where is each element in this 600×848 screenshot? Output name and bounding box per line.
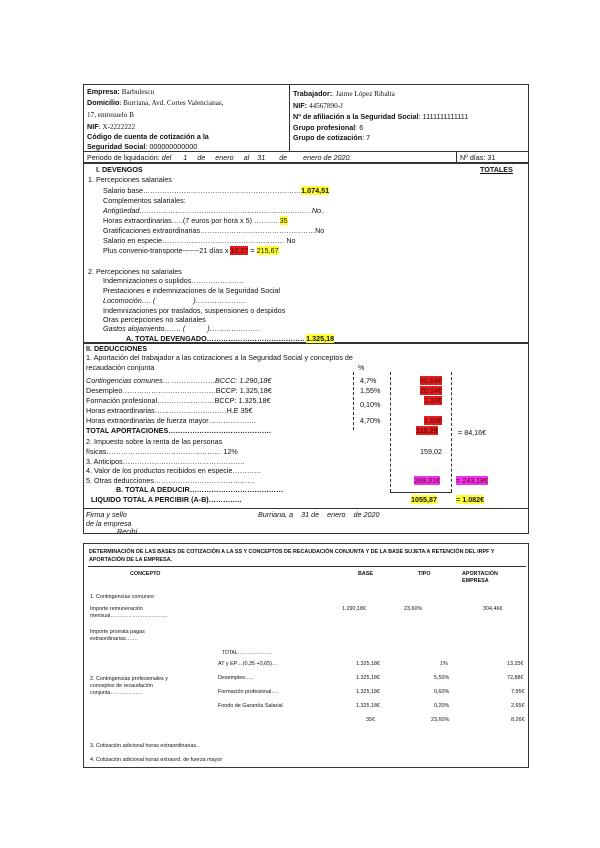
col-empresa: EMPRESA <box>462 578 489 584</box>
grupo-prof-value: : 6 <box>355 123 364 132</box>
afiliacion-row <box>293 112 468 121</box>
salario-base-label: Salario base………………………………………………………… <box>103 186 302 195</box>
ss-value: : 000000000000 <box>145 142 198 151</box>
trabajador-label: Trabajador: <box>293 89 333 98</box>
deducciones-dash-2 <box>390 372 391 492</box>
horas-extra-label: Horas extraordinarias…..(7 euros por hora x 5) ………. <box>103 216 280 225</box>
ded-row-3-amount: 1,33€ <box>424 396 442 405</box>
no-salariales-label: 2. Percepciones no salariales <box>88 267 182 276</box>
ded-row-5-pct: 4,70% <box>360 416 381 425</box>
nif-row <box>87 122 135 131</box>
grupo-cot-row <box>293 133 370 142</box>
ded-row-4-label: Horas extraordinarias…………………………H.E 35€ <box>86 406 253 415</box>
indemnizaciones-row: Indemnizaciones o suplidos…………………. <box>103 276 244 285</box>
total-aportaciones-value: 110,29 <box>416 426 438 435</box>
bases-row-2-tipo: 5,50% <box>434 675 450 681</box>
bases-row-3-aport: 7,95€ <box>511 689 525 695</box>
domicilio-value: : Burriana, Avd. Cortes Valencianas, <box>119 99 224 107</box>
col-base: BASE <box>358 571 373 577</box>
horas-extra-row <box>103 216 288 225</box>
bases-contingencias: 1. Contingencias comunes: <box>90 594 156 600</box>
deducciones-dash-1 <box>353 372 354 430</box>
bases-cotizacion-he: 3. Cotización adicional horas extraordinarias.. <box>90 743 200 749</box>
irpf-label: 2. Impuesto sobre la renta de las personas <box>86 437 223 446</box>
antiguedad-row: Antigüedad………………………………………………………………No.. <box>103 206 326 215</box>
ded-row-5-label: Horas extraordinarias de fuerza mayor……………….. <box>86 416 256 425</box>
afiliacion-label: Nº de afiliación a la Seguridad Social <box>293 112 419 121</box>
bases-row-5-aport: 8,26€ <box>511 717 525 723</box>
bases-row-1-base: 1.325,18€ <box>356 661 380 667</box>
grupo-cot-value: : 7 <box>362 133 371 142</box>
bases-total: TOTAL………………… <box>222 650 273 656</box>
bases-row-3-base: 1.325,18€ <box>356 689 380 695</box>
bases-row-2-label: Desempleo….. <box>218 675 254 681</box>
afiliacion-value: : 1111111111111 <box>418 112 469 121</box>
trabajador-value: . Jaime López Ribalta <box>332 90 395 98</box>
anticipos-label: 3. Anticipos…………………………………………… <box>86 457 245 466</box>
col-tipo: TIPO <box>418 571 431 577</box>
bases-row-4-aport: 2,65€ <box>511 703 525 709</box>
bases-row-2-aport: 72,88€ <box>507 675 524 681</box>
recaudacion-label: recaudación conjunta <box>86 363 155 372</box>
ded-row-1-label: Contingencias comunes… ………………BCCC: 1.290,18€ <box>86 376 272 385</box>
percepciones-salariales: 1. Percepciones salariales <box>88 175 172 184</box>
ccc-label: Código de cuenta de cotización a la <box>87 132 209 141</box>
grupo-prof-label: Grupo profesional <box>293 123 356 132</box>
nif2-label: NIF: <box>293 101 307 110</box>
total-devengado-row <box>126 334 334 343</box>
lugar-fecha: Burriana, a 31 de enero de 2020 <box>258 510 380 519</box>
deducciones-title: II. DEDUCCIONES <box>86 344 148 353</box>
deducciones-dash-3 <box>451 372 452 492</box>
plus-value: 215,67 <box>256 246 279 255</box>
liquido-label: LIQUIDO TOTAL A PERCIBIR (A-B)………….. <box>91 495 242 504</box>
bases-importe-rem: Importe remuneración <box>90 606 143 612</box>
pct-header: % <box>358 363 365 372</box>
periodo-value: del 1 de enero al 31 de enero de 2020. <box>159 153 352 162</box>
empresa-value: Barbulescu <box>121 88 155 96</box>
periodo-divider <box>456 151 457 163</box>
trabajador-row <box>293 89 395 98</box>
liquido-value: 1055,87 <box>411 495 437 504</box>
bases-cotizacion-fm: 4. Cotización adicional horas extraord. de fuerza mayor <box>90 757 223 763</box>
liquido-eq: = 1.082€ <box>456 495 485 504</box>
gratificaciones-row: Gratificaciones extraordinarias…………………………………………No <box>103 226 325 235</box>
locomocion-label: Locomoción…. ( )………………… <box>103 296 246 305</box>
liquido-box-top <box>390 492 452 493</box>
periodo-dias: Nº días: 31 <box>460 153 496 162</box>
ded-row-2-pct: 1,55% <box>360 386 381 395</box>
bases-prorrata: Importe prorrata pagas <box>90 629 145 635</box>
total-devengado-label: A. TOTAL DEVENGADO………………………………….. <box>126 334 305 343</box>
bases-importe-rem-tipo: 23,60% <box>404 606 423 612</box>
ded-row-2-label: Desempleo…………………………………BCCP: 1.325,18€ <box>86 386 272 395</box>
prestaciones-row: Prestaciones e indemnizaciones de la Seguridad Social <box>103 286 280 295</box>
otras-deducciones-value: 269,31€ <box>414 476 440 485</box>
bases-title-rule <box>88 566 526 567</box>
periodo-label: Periodo de liquidación: <box>87 153 160 162</box>
plus-row <box>103 246 279 255</box>
bases-row-5-base: 35€ <box>366 717 375 723</box>
complementos-label: Complementos salariales: <box>103 196 186 205</box>
bases-row-3-tipo: 0,60% <box>434 689 450 695</box>
bases-row-3-label: Formación profesional…. <box>218 689 279 695</box>
plus-rate: 10,27 <box>230 246 249 255</box>
traslados-row: Indemnizaciones por traslados, suspensiones o despidos <box>103 306 286 315</box>
empresa-label: Empresa: <box>87 87 120 96</box>
otras-deducciones-eq: = 243,18€ <box>456 476 489 485</box>
bases-row-4-tipo: 0,20% <box>434 703 450 709</box>
bases-row-1-aport: 13,25€ <box>507 661 524 667</box>
otras-deducciones-label: 5. Otras deducciones…………………………………… <box>86 476 255 485</box>
bases-row-5-tipo: 23,60% <box>431 717 450 723</box>
de-la-empresa: de la empresa <box>86 519 132 528</box>
periodo-row <box>87 153 352 162</box>
bases-row-1-label: AT y EP…(0,35 +0,65)… <box>218 661 278 667</box>
empresa-row <box>87 87 154 96</box>
nif2-value: 44567890-J <box>308 102 343 110</box>
ded-row-5-amount: 1,65€ <box>424 416 442 425</box>
locomocion-row <box>103 296 246 305</box>
especie-label: 4. Valor de los productos recibidos en especie………… <box>86 466 262 475</box>
bases-mensual: mensual………………………….. <box>90 613 168 619</box>
domicilio-label: Domicilio <box>87 98 120 107</box>
bases-conceptos: conceptos de recaudación <box>90 683 153 689</box>
devengos-title: I. DEVENGOS <box>96 165 143 174</box>
grupo-cot-label: Grupo de cotización <box>293 133 363 142</box>
irpf-value: 159,02 <box>420 447 442 456</box>
bases-importe-rem-aport: 304,46€ <box>483 606 503 612</box>
ded-row-1-amount: 60,64€ <box>420 376 442 385</box>
recibi: Recibí <box>117 527 138 536</box>
otras-percepciones-row: Oras percepciones no salariales <box>103 315 206 324</box>
total-aportaciones-label: TOTAL APORTACIONES……………………………………. <box>86 426 271 435</box>
ss-label: Seguridad Social <box>87 142 146 151</box>
nif-label: NIF <box>87 122 99 131</box>
bases-extraordinarias: extraordinarias……. <box>90 636 138 642</box>
bases-conjunta: conjunta……………… <box>90 690 143 696</box>
gastos-row: Gastos alojamiento……. ( )………………… <box>103 324 260 333</box>
ded-row-2-amount: 20,54€ <box>420 386 442 395</box>
nif2-row <box>293 101 343 110</box>
irpf-label-2: físicas………………………………………… 12% <box>86 447 238 456</box>
bases-row-1-tipo: 1% <box>440 661 448 667</box>
salario-base-value: 1.074,51 <box>301 186 330 195</box>
total-aportaciones-eq: = 84,16€ <box>458 428 487 437</box>
ded-row-1-pct: 4,7% <box>360 376 377 385</box>
bases-importe-rem-base: 1.290,18€ <box>342 606 366 612</box>
col-concepto: CONCEPTO <box>130 571 161 577</box>
col-aportacion: APORTACIÓN <box>462 571 498 577</box>
plus-label: Plus convenio-transporte-------21 días x <box>103 246 231 255</box>
salario-base-row <box>103 186 329 195</box>
header-divider <box>289 84 290 152</box>
nif-value: : X-2222222 <box>98 123 136 131</box>
bases-row-4-label: Fondo de Garantía Salarial <box>218 703 283 709</box>
totales-header: TOTALES <box>480 165 513 174</box>
firma-sello: Firma y sello <box>86 510 127 519</box>
total-devengado-value: 1.325,18 <box>306 334 335 343</box>
salario-especie-row: Salario en especie…………………………………………… No <box>103 236 296 245</box>
domicilio-row <box>87 98 223 107</box>
domicilio-value-2: 17, entresuelo B <box>87 111 134 119</box>
total-deducir-label: B. TOTAL A DEDUCIR………………………………… <box>116 485 284 494</box>
bases-row-2-base: 1.325,18€ <box>356 675 380 681</box>
ded-row-3-label: Formación profesional……………………BCCP: 1.325,18€ <box>86 396 271 405</box>
aportacion-label: 1. Aportación del trabajador a las cotizaciones a la Seguridad Social y conceptos de <box>86 353 353 362</box>
bases-title: DETERMINACIÓN DE LAS BASES DE COTIZACIÓN A LA SS Y CONCEPTOS DE RECAUDACIÓN CONJUNTA Y DE LA BASE SUJETA A RETENCIÓN DEL IRPF Y APORTACIÓN DE LA EMPRESA. <box>89 549 495 563</box>
bases-profesionales: 2. Contingencias profesionales y <box>90 676 168 682</box>
plus-eq: = <box>248 246 257 255</box>
grupo-prof-row <box>293 123 363 132</box>
ss-row <box>87 142 197 151</box>
ded-row-3-pct: 0,10% <box>360 400 381 409</box>
bases-row-4-base: 1.325,18€ <box>356 703 380 709</box>
horas-extra-value: 35 <box>279 216 288 225</box>
